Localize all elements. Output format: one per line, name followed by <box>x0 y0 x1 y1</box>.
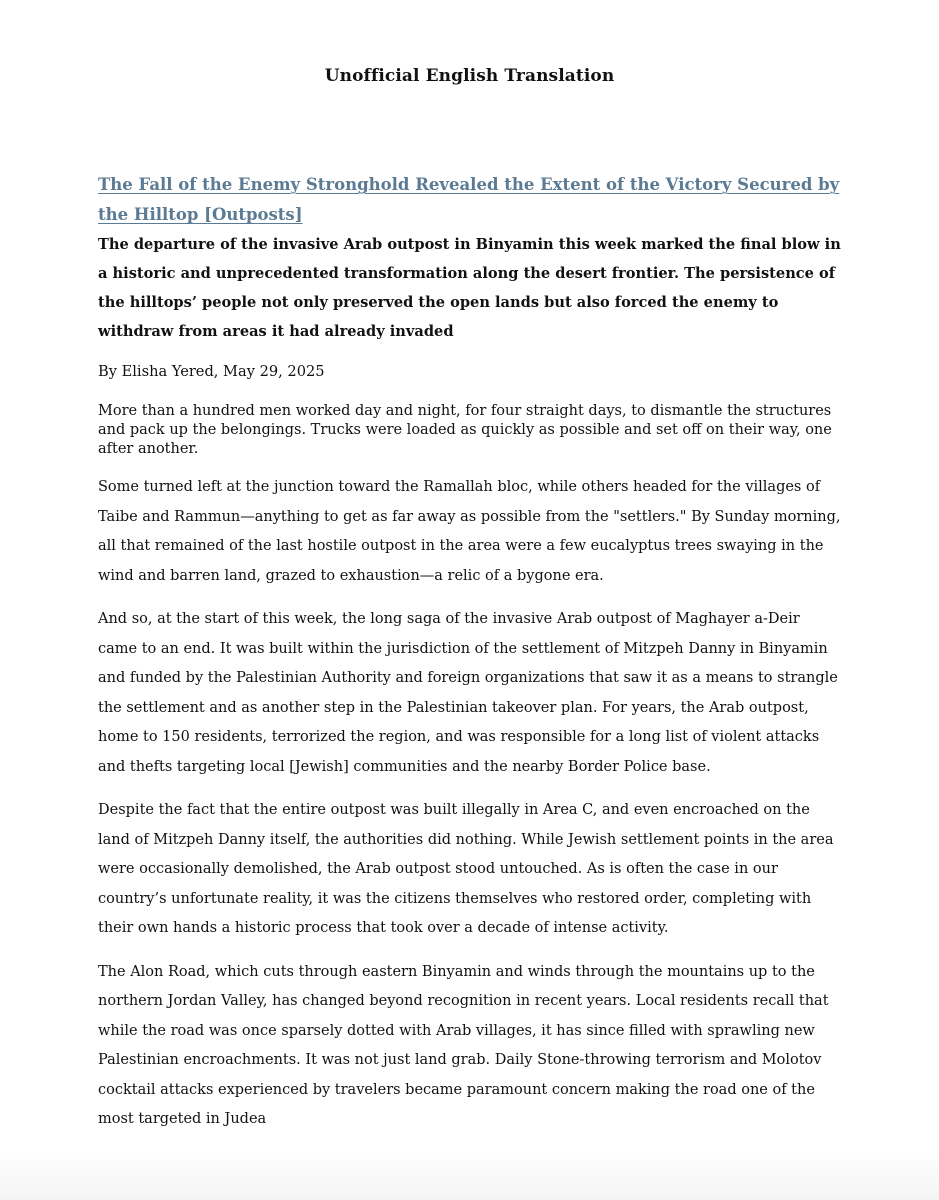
article-body <box>98 170 843 1135</box>
article-byline: By Elisha Yered, May 29, 2025 <box>98 363 325 380</box>
translation-label: Unofficial English Translation <box>324 66 615 86</box>
paragraph-1: More than a hundred men worked day and night, for four straight days, to dismantle the structures and pack up the belongings. Trucks were loaded as quickly as possible and set off on their way, one after another. <box>98 403 832 457</box>
paragraph-5: The Alon Road, which cuts through eastern Binyamin and winds through the mountains up to the northern Jordan Valley, has changed beyond recognition in recent years. Local residents recall that while the road was once sparsely dotted with Arab villages, it has since filled with sprawling new Palestinian encroachments. It was not just land grab. Daily Stone-throwing terrorism and Molotov cocktail attacks experienced by travelers became paramount concern making the road one of the most targeted in Judea <box>98 963 829 1127</box>
article-subheadline: The departure of the invasive Arab outpost in Binyamin this week marked the final blow in a historic and unprecedented transformation along the desert frontier. The persistence of the hilltops’ people not only preserved the open lands but also forced the enemy to withdraw from areas it had already invaded <box>98 236 841 340</box>
paragraph-3: And so, at the start of this week, the long saga of the invasive Arab outpost of Maghayer a-Deir came to an end. It was built within the jurisdiction of the settlement of Mitzpeh Danny in Binyamin and funded by the Palestinian Authority and foreign organizations that saw it as a means to strangle the settlement and as another step in the Palestinian takeover plan. For years, the Arab outpost, home to 150 residents, terrorized the region, and was responsible for a long list of violent attacks and thefts targeting local [Jewish] communities and the nearby Border Police base. <box>98 611 838 775</box>
article-headline: The Fall of the Enemy Stronghold Revealed the Extent of the Victory Secured by the Hilltop [Outposts] <box>98 175 840 224</box>
paragraph-4: Despite the fact that the entire outpost was built illegally in Area C, and even encroached on the land of Mitzpeh Danny itself, the authorities did nothing. While Jewish settlement points in the area were occasionally demolished, the Arab outpost stood untouched. As is often the case in our country’s unfortunate reality, it was the citizens themselves who restored order, completing with their own hands a historic process that took over a decade of intense activity. <box>98 802 834 936</box>
paragraph-2: Some turned left at the junction toward the Ramallah bloc, while others headed for the villages of Taibe and Rammun—anything to get as far away as possible from the "settlers." By Sunday morning, all that remained of the last hostile outpost in the area were a few eucalyptus trees swaying in the wind and barren land, grazed to exhaustion—a relic of a bygone era. <box>98 479 841 584</box>
